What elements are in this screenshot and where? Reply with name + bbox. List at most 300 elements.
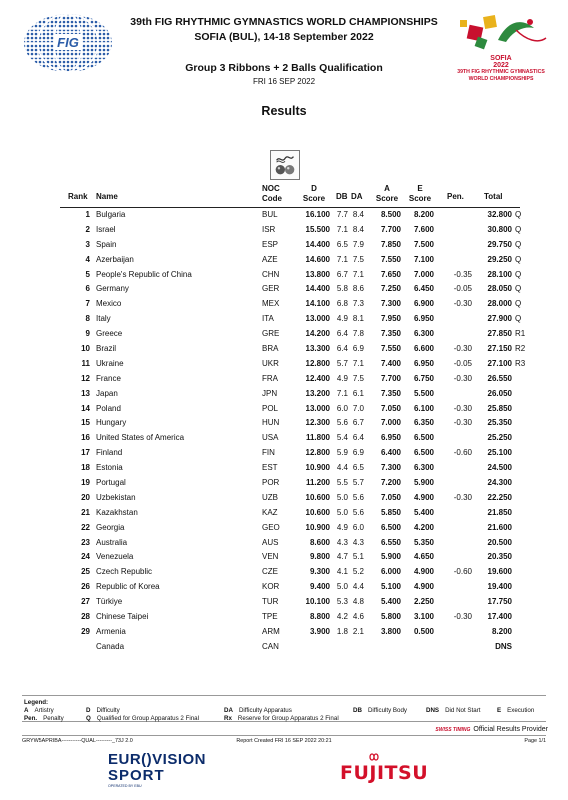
db-cell: 5.6	[336, 418, 348, 428]
noc-code-cell: POR	[262, 478, 280, 488]
total-cell: 19.400	[487, 582, 512, 592]
legend-label: Penalty	[43, 715, 64, 722]
d-score-cell: 12.300	[305, 418, 330, 428]
noc-code-cell: TUR	[262, 597, 279, 607]
a-score-cell: 7.400	[380, 358, 401, 368]
total-cell: 28.000	[487, 299, 512, 309]
a-score-cell: 6.400	[380, 448, 401, 458]
table-row	[60, 402, 520, 417]
team-name-cell: Canada	[96, 641, 125, 651]
legend-item	[353, 707, 407, 714]
rank-cell: 15	[81, 418, 90, 428]
rank-cell: 27	[81, 597, 90, 607]
e-score-cell: 4.900	[413, 582, 434, 592]
results-table	[60, 184, 526, 655]
da-cell: 6.4	[352, 433, 364, 443]
rank-cell: 7	[85, 299, 90, 309]
db-cell: 4.9	[336, 314, 348, 324]
legend-key: DB	[353, 707, 362, 714]
total-cell: 28.100	[487, 269, 512, 279]
sofia-logo-line2: 2022	[493, 61, 509, 69]
penalty-cell: -0.30	[453, 403, 472, 413]
team-name-cell: Japan	[96, 388, 118, 398]
team-name-cell: Brazil	[96, 344, 117, 354]
report-created: Report Created FRI 16 SEP 2022 20:21	[236, 738, 332, 744]
noc-code-cell: CZE	[262, 567, 278, 577]
header-e-score	[406, 184, 434, 203]
team-name-cell: France	[96, 373, 121, 383]
table-row	[60, 491, 520, 506]
db-cell: 7.1	[336, 224, 348, 234]
competition-title: Group 3 Ribbons + 2 Balls Qualification	[185, 62, 383, 74]
db-cell: 5.4	[336, 433, 348, 443]
team-name-cell: Armenia	[96, 626, 126, 636]
e-score-cell: 7.100	[413, 254, 434, 264]
rank-cell: 11	[81, 358, 90, 368]
d-score-cell: 10.600	[305, 492, 330, 502]
noc-code-cell: TPE	[262, 612, 278, 622]
noc-code-cell: ESP	[262, 239, 279, 249]
header-d-line2: Score	[302, 193, 326, 203]
legend-label: Reserve for Group Apparatus 2 Final	[237, 715, 339, 722]
rank-cell: 23	[81, 537, 90, 547]
d-score-cell: 3.900	[309, 626, 330, 636]
db-cell: 7.1	[336, 254, 348, 264]
noc-code-cell: KAZ	[262, 507, 278, 517]
swiss-timing-logo: SWISS TIMING	[435, 727, 471, 733]
penalty-cell: -0.35	[453, 269, 472, 279]
legend-label: Did Not Start	[445, 707, 481, 714]
a-score-cell: 7.000	[380, 418, 401, 428]
qualification-cell: Q	[515, 239, 522, 249]
penalty-cell: -0.30	[453, 299, 472, 309]
header-e-line2: Score	[408, 193, 432, 203]
d-score-cell: 13.300	[305, 344, 330, 354]
team-name-cell: Finland	[96, 448, 123, 458]
noc-code-cell: VEN	[262, 552, 279, 562]
team-name-cell: Chinese Taipei	[96, 612, 149, 622]
noc-code-cell: EST	[262, 463, 278, 473]
db-cell: 4.2	[336, 612, 348, 622]
team-name-cell: Australia	[96, 537, 128, 547]
a-score-cell: 7.200	[380, 478, 401, 488]
e-score-cell: 4.900	[413, 492, 434, 502]
da-cell: 6.9	[352, 448, 364, 458]
rank-cell: 22	[81, 522, 90, 532]
qualification-cell: Q	[515, 224, 522, 234]
team-name-cell: Czech Republic	[96, 567, 153, 577]
legend-key: E	[497, 707, 502, 714]
header-divider	[60, 207, 520, 208]
qualification-cell: R1	[515, 329, 526, 339]
noc-code-cell: FRA	[262, 373, 278, 383]
legend-item	[497, 707, 534, 714]
da-cell: 5.6	[352, 507, 364, 517]
e-score-cell: 5.350	[413, 537, 434, 547]
da-cell: 6.9	[352, 344, 364, 354]
rank-cell: 5	[85, 269, 90, 279]
a-score-cell: 7.650	[380, 269, 401, 279]
team-name-cell: Türkiye	[96, 597, 123, 607]
total-cell: 20.500	[487, 537, 512, 547]
table-row	[60, 282, 520, 297]
a-score-cell: 6.000	[380, 567, 401, 577]
a-score-cell: 7.950	[380, 314, 401, 324]
table-row	[60, 253, 520, 268]
rank-cell: 18	[81, 463, 90, 473]
table-row	[60, 446, 520, 461]
legend-key: Pen.	[24, 715, 38, 722]
header-rank: Rank	[68, 192, 88, 201]
legend-key: Q	[86, 715, 91, 722]
a-score-cell: 5.900	[380, 552, 401, 562]
noc-code-cell: ARM	[262, 626, 280, 636]
da-cell: 7.9	[352, 239, 364, 249]
noc-code-cell: CHN	[262, 269, 280, 279]
da-cell: 4.4	[352, 582, 364, 592]
e-score-cell: 6.100	[413, 403, 434, 413]
total-cell: 27.850	[487, 329, 512, 339]
da-cell: 5.2	[352, 567, 364, 577]
team-name-cell: Estonia	[96, 463, 123, 473]
table-header	[60, 184, 520, 208]
rank-cell: 26	[81, 582, 90, 592]
db-cell: 6.5	[336, 239, 348, 249]
d-score-cell: 10.100	[305, 597, 330, 607]
rank-cell: 21	[81, 507, 90, 517]
table-row	[60, 297, 520, 312]
eurovision-operator: OPERATED BY EBU	[108, 784, 142, 788]
total-cell: 24.500	[487, 463, 512, 473]
total-cell: 21.600	[487, 522, 512, 532]
a-score-cell: 6.950	[380, 433, 401, 443]
total-cell: DNS	[495, 641, 512, 651]
header-da: DA	[351, 192, 363, 201]
total-cell: 8.200	[491, 626, 512, 636]
d-score-cell: 9.800	[309, 552, 330, 562]
table-row	[60, 268, 520, 283]
total-cell: 17.400	[487, 612, 512, 622]
team-name-cell: Uzbekistan	[96, 492, 136, 502]
header-a-score	[373, 184, 401, 203]
db-cell: 1.8	[336, 626, 348, 636]
rank-cell: 12	[81, 373, 90, 383]
noc-code-cell: UZB	[262, 492, 278, 502]
sofia-logo-text	[446, 56, 556, 82]
rank-cell: 8	[85, 314, 90, 324]
eurovision-wordmark: EUR()VISION	[108, 751, 207, 768]
noc-code-cell: GEO	[262, 522, 280, 532]
da-cell: 7.5	[352, 254, 364, 264]
total-cell: 25.350	[487, 418, 512, 428]
db-cell: 6.4	[336, 329, 348, 339]
da-cell: 8.6	[352, 284, 364, 294]
a-score-cell: 6.500	[380, 522, 401, 532]
legend-key: DNS	[426, 707, 440, 714]
noc-code-cell: FIN	[262, 448, 275, 458]
table-body	[60, 208, 526, 655]
db-cell: 5.5	[336, 478, 348, 488]
a-score-cell: 7.050	[380, 403, 401, 413]
noc-code-cell: ITA	[262, 314, 274, 324]
rank-cell: 14	[81, 403, 90, 413]
table-row	[60, 565, 520, 580]
da-cell: 7.1	[352, 269, 364, 279]
competition-date: FRI 16 SEP 2022	[252, 77, 316, 86]
total-cell: 32.800	[487, 210, 512, 219]
header-penalty: Pen.	[447, 192, 464, 201]
db-cell: 4.4	[336, 463, 348, 473]
eurovision-sport-logo	[108, 752, 220, 792]
da-cell: 2.1	[352, 626, 364, 636]
rank-cell: 2	[85, 224, 90, 234]
da-cell: 7.8	[352, 329, 364, 339]
db-cell: 6.4	[336, 344, 348, 354]
table-row	[60, 580, 520, 595]
team-name-cell: Portugal	[96, 478, 126, 488]
legend-label: Difficulty	[96, 707, 120, 714]
table-row	[60, 357, 526, 372]
e-score-cell: 5.900	[413, 478, 434, 488]
fujitsu-logo: FUJITSU	[340, 762, 429, 784]
db-cell: 5.0	[336, 507, 348, 517]
d-score-cell: 15.500	[305, 224, 330, 234]
e-score-cell: 6.500	[413, 448, 434, 458]
sofia-2022-logo	[446, 10, 556, 92]
a-score-cell: 8.500	[380, 210, 401, 219]
rank-cell: 19	[81, 478, 90, 488]
a-score-cell: 7.350	[380, 388, 401, 398]
header-name: Name	[96, 192, 118, 201]
d-score-cell: 12.800	[305, 358, 330, 368]
total-cell: 25.100	[487, 448, 512, 458]
table-row	[60, 625, 520, 640]
rank-cell: 10	[81, 344, 90, 354]
a-score-cell: 5.100	[380, 582, 401, 592]
da-cell: 5.7	[352, 478, 364, 488]
e-score-cell: 6.500	[413, 433, 434, 443]
team-name-cell: Kazakhstan	[96, 507, 138, 517]
a-score-cell: 7.850	[380, 239, 401, 249]
da-cell: 5.1	[352, 552, 364, 562]
legend-key: DA	[224, 707, 233, 714]
sofia-logo-line3: 39TH FIG RHYTHMIC GYMNASTICS	[457, 69, 545, 75]
rank-cell: 25	[81, 567, 90, 577]
total-cell: 29.250	[487, 254, 512, 264]
legend-key: Rx	[224, 715, 232, 722]
sofia-emblem-icon	[446, 10, 556, 56]
total-cell: 19.600	[487, 567, 512, 577]
total-cell: 27.150	[487, 344, 512, 354]
total-cell: 27.100	[487, 358, 512, 368]
team-name-cell: Bulgaria	[96, 210, 126, 219]
fig-logo-icon	[22, 12, 114, 74]
a-score-cell: 7.300	[380, 299, 401, 309]
team-name-cell: Mexico	[96, 299, 122, 309]
sofia-logo-line4: WORLD CHAMPIONSHIPS	[468, 75, 534, 82]
db-cell: 6.7	[336, 269, 348, 279]
da-cell: 7.3	[352, 299, 364, 309]
penalty-cell: -0.30	[453, 612, 472, 622]
legend-label: Execution	[507, 707, 535, 714]
a-score-cell: 7.550	[380, 254, 401, 264]
db-cell: 5.8	[336, 284, 348, 294]
event-subtitle: SOFIA (BUL), 14-18 September 2022	[194, 31, 374, 43]
db-cell: 7.7	[336, 210, 348, 219]
qualification-cell: Q	[515, 314, 522, 324]
rank-cell: 3	[85, 239, 90, 249]
rank-cell: 4	[85, 254, 90, 264]
provider-label: Official Results Provider	[473, 726, 548, 733]
table-row	[60, 506, 520, 521]
legend-item	[426, 707, 481, 714]
qualification-cell: Q	[515, 254, 522, 264]
total-cell: 21.850	[487, 507, 512, 517]
legend-label: Qualified for Group Apparatus 2 Final	[96, 715, 199, 722]
da-cell: 8.4	[352, 210, 364, 219]
da-cell: 6.5	[352, 463, 364, 473]
da-cell: 6.7	[352, 418, 364, 428]
d-score-cell: 16.100	[305, 210, 330, 219]
total-cell: 25.850	[487, 403, 512, 413]
e-score-cell: 8.200	[413, 210, 434, 219]
noc-code-cell: AUS	[262, 537, 279, 547]
d-score-cell: 14.600	[305, 254, 330, 264]
team-name-cell: Hungary	[96, 418, 127, 428]
document-code: GRYW5APRIBA-----------QUAL---------_73J 2.0	[22, 738, 133, 744]
a-score-cell: 7.350	[380, 329, 401, 339]
table-row	[60, 372, 520, 387]
header-a-line2: Score	[375, 193, 399, 203]
da-cell: 4.6	[352, 612, 364, 622]
d-score-cell: 10.900	[305, 463, 330, 473]
legend-item	[24, 715, 64, 722]
a-score-cell: 7.700	[380, 373, 401, 383]
report-header	[0, 0, 568, 96]
team-name-cell: Ukraine	[96, 358, 124, 368]
d-score-cell: 14.400	[305, 284, 330, 294]
noc-code-cell: CAN	[262, 641, 279, 651]
db-cell: 5.0	[336, 492, 348, 502]
penalty-cell: -0.60	[453, 567, 472, 577]
table-row	[60, 640, 520, 655]
e-score-cell: 2.250	[413, 597, 434, 607]
sofia-logo-line1: SOFIA	[490, 55, 512, 62]
d-score-cell: 13.800	[305, 269, 330, 279]
rank-cell: 28	[81, 612, 90, 622]
header-noc-line2: Code	[262, 193, 282, 203]
a-score-cell: 5.400	[380, 597, 401, 607]
e-score-cell: 6.300	[413, 329, 434, 339]
d-score-cell: 13.200	[305, 388, 330, 398]
db-cell: 6.8	[336, 299, 348, 309]
penalty-cell: -0.30	[453, 418, 472, 428]
table-row	[60, 521, 520, 536]
db-cell: 4.1	[336, 567, 348, 577]
header-d-line1: D	[311, 184, 317, 193]
team-name-cell: Georgia	[96, 522, 125, 532]
a-score-cell: 7.550	[380, 344, 401, 354]
legend-item	[86, 715, 199, 722]
noc-code-cell: BRA	[262, 344, 279, 354]
e-score-cell: 0.500	[413, 626, 434, 636]
header-e-line1: E	[417, 184, 423, 193]
e-score-cell: 5.400	[413, 507, 434, 517]
d-score-cell: 13.000	[305, 314, 330, 324]
da-cell: 4.3	[352, 537, 364, 547]
table-row	[60, 387, 520, 402]
da-cell: 7.5	[352, 373, 364, 383]
qualification-cell: Q	[515, 299, 522, 309]
rank-cell: 1	[85, 210, 90, 219]
header-d-score	[298, 184, 330, 203]
noc-code-cell: MEX	[262, 299, 280, 309]
a-score-cell: 3.800	[380, 626, 401, 636]
legend-key: D	[86, 707, 91, 714]
e-score-cell: 4.650	[413, 552, 434, 562]
total-cell: 26.550	[487, 373, 512, 383]
legend-title: Legend:	[24, 699, 49, 706]
legend-key: A	[24, 707, 29, 714]
d-score-cell: 14.100	[305, 299, 330, 309]
db-cell: 5.0	[336, 582, 348, 592]
qualification-cell: R3	[515, 358, 526, 368]
e-score-cell: 6.950	[413, 358, 434, 368]
team-name-cell: Israel	[96, 224, 116, 234]
db-cell: 4.3	[336, 537, 348, 547]
a-score-cell: 5.800	[380, 612, 401, 622]
rank-cell: 6	[85, 284, 90, 294]
legend-item	[224, 707, 292, 714]
team-name-cell: Germany	[96, 284, 129, 294]
total-cell: 27.900	[487, 314, 512, 324]
a-score-cell: 7.300	[380, 463, 401, 473]
e-score-cell: 7.000	[413, 269, 434, 279]
a-score-cell: 7.700	[380, 224, 401, 234]
noc-code-cell: GER	[262, 284, 280, 294]
db-cell: 7.1	[336, 388, 348, 398]
e-score-cell: 6.750	[413, 373, 434, 383]
total-cell: 29.750	[487, 239, 512, 249]
penalty-cell: -0.30	[453, 492, 472, 502]
d-score-cell: 11.800	[305, 433, 330, 443]
team-name-cell: People's Republic of China	[96, 269, 192, 279]
d-score-cell: 8.600	[309, 537, 330, 547]
penalty-cell: -0.05	[453, 358, 472, 368]
table-row	[60, 342, 526, 357]
e-score-cell: 6.350	[413, 418, 434, 428]
table-row	[60, 223, 520, 238]
rank-cell: 9	[85, 329, 90, 339]
table-row	[60, 550, 520, 565]
table-row	[60, 610, 520, 625]
e-score-cell: 6.900	[413, 299, 434, 309]
noc-code-cell: UKR	[262, 358, 279, 368]
e-score-cell: 3.100	[413, 612, 434, 622]
header-noc	[262, 184, 282, 203]
d-score-cell: 10.900	[305, 522, 330, 532]
da-cell: 7.0	[352, 403, 364, 413]
d-score-cell: 9.300	[309, 567, 330, 577]
d-score-cell: 9.400	[309, 582, 330, 592]
total-cell: 26.050	[487, 388, 512, 398]
results-provider	[408, 726, 548, 733]
total-cell: 25.250	[487, 433, 512, 443]
e-score-cell: 6.300	[413, 463, 434, 473]
penalty-cell: -0.30	[453, 373, 472, 383]
e-score-cell: 5.500	[413, 388, 434, 398]
a-score-cell: 7.050	[380, 492, 401, 502]
